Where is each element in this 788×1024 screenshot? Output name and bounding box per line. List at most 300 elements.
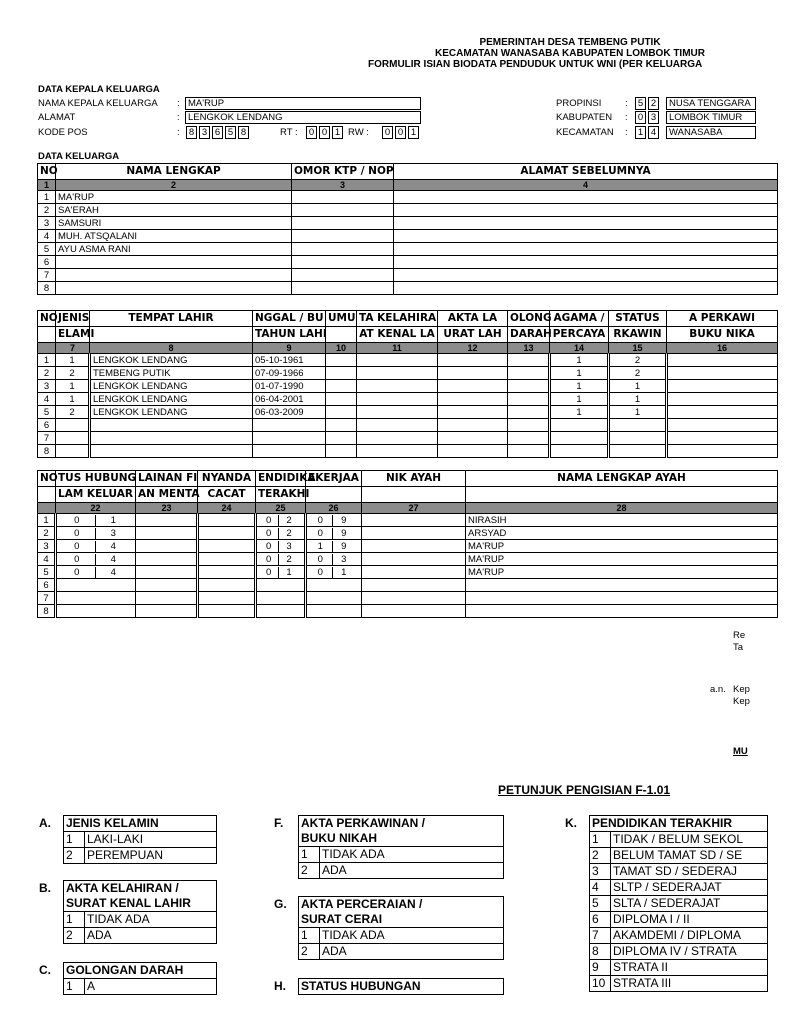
col-header-no: NO (38, 164, 56, 180)
col-header-pekerjaan: EKERJAA (306, 471, 362, 487)
akta-perkawinan-cell[interactable] (667, 406, 778, 419)
tanggal-lahir-cell[interactable] (253, 419, 326, 432)
nama-kepala-field[interactable]: MA'RUP (185, 97, 421, 110)
tempat-lahir-cell[interactable]: LENGKOK LENDANG (90, 354, 253, 367)
pendidikan-cell[interactable] (256, 566, 306, 579)
nama-ayah-cell[interactable] (466, 592, 778, 605)
nik-ayah-cell[interactable] (362, 566, 466, 579)
golongan-darah-cell[interactable] (508, 354, 550, 367)
colon: : (625, 112, 628, 123)
kodepos-digit[interactable]: 6 (212, 126, 223, 139)
penyandang-cacat-cell[interactable] (198, 592, 256, 605)
col-number: 24 (198, 503, 256, 514)
nama-ayah-cell[interactable] (466, 605, 778, 618)
nik-ayah-cell[interactable] (362, 553, 466, 566)
penyandang-cacat-cell[interactable] (198, 540, 256, 553)
signature-kepala-label: Kep (733, 684, 750, 695)
rt-digit[interactable]: 0 (319, 126, 330, 139)
alamat-cell[interactable] (394, 269, 778, 282)
biodata-table-2 (37, 310, 778, 458)
ktp-cell[interactable] (292, 243, 394, 256)
status-hubungan-cell[interactable] (56, 553, 136, 566)
akta-kelahiran-cell[interactable] (357, 432, 438, 445)
row-no: 6 (38, 579, 56, 592)
pekerjaan-cell[interactable] (306, 514, 362, 527)
col-header-tempat-lahir (90, 327, 253, 343)
propinsi-code-digit[interactable]: 2 (648, 97, 659, 110)
pendidikan-cell[interactable] (256, 592, 306, 605)
rw-digit[interactable]: 1 (408, 126, 419, 139)
agama-cell[interactable]: 1 (550, 406, 609, 419)
table-number-row (38, 180, 778, 191)
nik-ayah-cell[interactable] (362, 605, 466, 618)
kecamatan-label: KECAMATAN (556, 127, 614, 138)
legend-item: STRATA II (611, 960, 768, 976)
col-number: 15 (609, 343, 667, 354)
agama-cell[interactable]: 1 (550, 367, 609, 380)
row-no: 8 (38, 282, 56, 295)
tempat-lahir-cell[interactable]: TEMBENG PUTIK (90, 367, 253, 380)
nama-cell[interactable]: AYU ASMA RANI (56, 243, 292, 256)
status-kawin-cell[interactable]: 1 (609, 393, 667, 406)
pekerjaan-cell[interactable] (306, 579, 362, 592)
penyandang-cacat-cell[interactable] (198, 527, 256, 540)
kodepos-digit[interactable]: 3 (199, 126, 210, 139)
nik-ayah-cell[interactable] (362, 592, 466, 605)
umur-cell[interactable] (326, 406, 357, 419)
golongan-darah-cell[interactable] (508, 445, 550, 458)
signature-name: MU (733, 746, 748, 757)
status-hubungan-cell[interactable] (56, 527, 136, 540)
akta-perkawinan-cell[interactable] (667, 393, 778, 406)
nama-ayah-cell[interactable]: MA'RUP (466, 566, 778, 579)
col-header-status-hubungan: TUS HUBUNG (56, 471, 136, 487)
penyandang-cacat-cell[interactable] (198, 605, 256, 618)
status-kawin-cell[interactable] (609, 432, 667, 445)
legend-letter: C. (39, 963, 51, 977)
agama-cell[interactable] (550, 445, 609, 458)
akta-kelahiran-cell[interactable] (357, 419, 438, 432)
agama-cell[interactable]: 1 (550, 380, 609, 393)
pekerjaan-digit: 9 (341, 527, 347, 539)
legend-letter: A. (39, 816, 51, 830)
status-hubungan-cell[interactable] (56, 566, 136, 579)
golongan-darah-cell[interactable] (508, 393, 550, 406)
table-row (38, 566, 778, 579)
status-hubungan-digit: 4 (110, 553, 116, 565)
status-hubungan-cell[interactable] (56, 605, 136, 618)
status-kawin-cell[interactable] (609, 445, 667, 458)
pendidikan-cell[interactable] (256, 579, 306, 592)
tempat-lahir-cell[interactable]: LENGKOK LENDANG (90, 380, 253, 393)
status-hubungan-digit: 0 (59, 567, 96, 578)
ktp-cell[interactable] (292, 204, 394, 217)
table-row (38, 217, 778, 230)
tanggal-lahir-cell[interactable]: 07-09-1966 (253, 367, 326, 380)
table-row (38, 592, 778, 605)
akta-perkawinan-cell[interactable] (667, 445, 778, 458)
colon: : (625, 127, 628, 138)
nik-ayah-cell[interactable] (362, 514, 466, 527)
alamat-field[interactable]: LENGKOK LENDANG (185, 111, 421, 124)
signature-date-label: Ta (733, 642, 744, 653)
pendidikan-digit: 2 (286, 514, 292, 526)
table-row (38, 419, 778, 432)
pendidikan-cell[interactable] (256, 527, 306, 540)
pendidikan-cell[interactable] (256, 605, 306, 618)
legend-code: 3 (590, 864, 611, 880)
biodata-table-3 (37, 470, 778, 618)
pekerjaan-cell[interactable] (306, 553, 362, 566)
pendidikan-digit: 0 (259, 515, 279, 526)
legend-title-2: SURAT CERAI (299, 912, 504, 928)
akta-lahir-cell[interactable] (438, 354, 508, 367)
legend-pendidikan (563, 815, 768, 992)
jenis-kelamin-cell[interactable] (56, 432, 90, 445)
status-kawin-cell[interactable]: 1 (609, 406, 667, 419)
umur-cell[interactable] (326, 393, 357, 406)
legend-code: 5 (590, 896, 611, 912)
row-no: 2 (38, 367, 56, 380)
status-kawin-cell[interactable]: 1 (609, 380, 667, 393)
rw-digit[interactable]: 0 (395, 126, 406, 139)
pekerjaan-cell[interactable] (306, 592, 362, 605)
row-no: 6 (38, 256, 56, 269)
kecamatan-code-digit[interactable]: 4 (648, 126, 659, 139)
umur-cell[interactable] (326, 354, 357, 367)
kabupaten-field[interactable]: LOMBOK TIMUR (666, 111, 756, 124)
legend-code: 2 (299, 944, 320, 960)
nama-cell[interactable] (56, 256, 292, 269)
golongan-darah-cell[interactable] (508, 367, 550, 380)
status-hubungan-cell[interactable] (56, 592, 136, 605)
legend-title-2: BUKU NIKAH (299, 831, 504, 847)
legend-code: 6 (590, 912, 611, 928)
row-no: 5 (38, 406, 56, 419)
row-no: 7 (38, 269, 56, 282)
legend-item: BELUM TAMAT SD / SE (611, 848, 768, 864)
tanggal-lahir-cell[interactable] (253, 445, 326, 458)
legend-title: AKTA KELAHIRAN / (64, 881, 217, 897)
row-no: 3 (38, 540, 56, 553)
status-kawin-cell[interactable] (609, 419, 667, 432)
row-no: 3 (38, 380, 56, 393)
colon: : (177, 127, 180, 138)
tanggal-lahir-cell[interactable]: 05-10-1961 (253, 354, 326, 367)
umur-cell[interactable] (326, 380, 357, 393)
nik-ayah-cell[interactable] (362, 540, 466, 553)
col-number: 10 (326, 343, 357, 354)
pendidikan-cell[interactable] (256, 553, 306, 566)
akta-kelahiran-cell[interactable] (357, 393, 438, 406)
legend-code: 10 (590, 976, 611, 992)
kodepos-digit[interactable]: 8 (238, 126, 249, 139)
pendidikan-digit: 2 (286, 527, 292, 539)
jenis-kelamin-cell[interactable]: 2 (56, 367, 90, 380)
rt-digit[interactable]: 1 (332, 126, 343, 139)
col-number: 3 (292, 180, 394, 191)
col-header-nik-ayah (362, 487, 466, 503)
pekerjaan-cell[interactable] (306, 566, 362, 579)
col-number: 4 (394, 180, 778, 191)
legend-akta-kelahiran (37, 880, 217, 944)
akta-kelahiran-cell[interactable] (357, 380, 438, 393)
kelainan-cell[interactable] (136, 514, 198, 527)
agama-cell[interactable] (550, 432, 609, 445)
alamat-cell[interactable] (394, 217, 778, 230)
legend-item: ADA (85, 928, 217, 944)
kelainan-cell[interactable] (136, 579, 198, 592)
akta-kelahiran-cell[interactable] (357, 445, 438, 458)
akta-lahir-cell[interactable] (438, 419, 508, 432)
pekerjaan-cell[interactable] (306, 605, 362, 618)
legend-code: 8 (590, 944, 611, 960)
kodepos-label: KODE POS (38, 127, 88, 138)
alamat-cell[interactable] (394, 204, 778, 217)
alamat-cell[interactable] (394, 230, 778, 243)
akta-perkawinan-cell[interactable] (667, 367, 778, 380)
tempat-lahir-cell[interactable]: LENGKOK LENDANG (90, 406, 253, 419)
legend-title: AKTA PERCERAIAN / (299, 897, 504, 913)
ktp-cell[interactable] (292, 217, 394, 230)
legend-item: ADA (320, 944, 504, 960)
penyandang-cacat-cell[interactable] (198, 566, 256, 579)
nama-ayah-cell[interactable] (466, 579, 778, 592)
col-header-umur: UMU (326, 311, 357, 327)
kabupaten-code-digit[interactable]: 3 (648, 111, 659, 124)
row-no: 8 (38, 445, 56, 458)
akta-lahir-cell[interactable] (438, 380, 508, 393)
legend-item: STRATA III (611, 976, 768, 992)
keluarga-table (37, 163, 778, 295)
kodepos-digit[interactable]: 8 (186, 126, 197, 139)
legend-title-2: SURAT KENAL LAHIR (64, 896, 217, 912)
row-no: 2 (38, 527, 56, 540)
legend-letter: G. (274, 896, 287, 911)
tanggal-lahir-cell[interactable]: 06-04-2001 (253, 393, 326, 406)
col-number: 11 (357, 343, 438, 354)
jenis-kelamin-cell[interactable]: 1 (56, 380, 90, 393)
table-row (38, 579, 778, 592)
propinsi-field[interactable]: NUSA TENGGARA (666, 97, 756, 110)
golongan-darah-cell[interactable] (508, 432, 550, 445)
col-header-penyandang-cacat: CACAT (198, 487, 256, 503)
penyandang-cacat-cell[interactable] (198, 579, 256, 592)
akta-perkawinan-cell[interactable] (667, 419, 778, 432)
akta-lahir-cell[interactable] (438, 445, 508, 458)
pendidikan-cell[interactable] (256, 514, 306, 527)
alamat-cell[interactable] (394, 243, 778, 256)
akta-lahir-cell[interactable] (438, 393, 508, 406)
akta-kelahiran-cell[interactable] (357, 367, 438, 380)
nama-ayah-cell[interactable]: MA'RUP (466, 540, 778, 553)
kelainan-cell[interactable] (136, 540, 198, 553)
akta-perkawinan-cell[interactable] (667, 432, 778, 445)
col-header-no: NO (38, 471, 56, 487)
pekerjaan-cell[interactable] (306, 540, 362, 553)
jenis-kelamin-cell[interactable] (56, 419, 90, 432)
col-header-penyandang-cacat: NYANDA (198, 471, 256, 487)
propinsi-code-digit[interactable]: 5 (635, 97, 646, 110)
legend-code: 1 (64, 912, 85, 928)
tempat-lahir-cell[interactable] (90, 445, 253, 458)
legend-code: 1 (64, 979, 85, 995)
status-hubungan-digit: 0 (59, 541, 96, 552)
nik-ayah-cell[interactable] (362, 527, 466, 540)
kelainan-cell[interactable] (136, 566, 198, 579)
col-header-akta-perkawinan: A PERKAWI (667, 311, 778, 327)
pekerjaan-digit: 3 (341, 553, 347, 565)
row-no: 1 (38, 354, 56, 367)
pendidikan-cell[interactable] (256, 540, 306, 553)
nama-cell[interactable]: SAMSURI (56, 217, 292, 230)
akta-lahir-cell[interactable] (438, 406, 508, 419)
akta-perkawinan-cell[interactable] (667, 380, 778, 393)
penyandang-cacat-cell[interactable] (198, 553, 256, 566)
col-header-status-hubungan: LAM KELUAR (56, 487, 136, 503)
legend-golongan-darah (37, 962, 217, 995)
col-number: 22 (56, 503, 136, 514)
status-hubungan-cell[interactable] (56, 540, 136, 553)
kelainan-cell[interactable] (136, 527, 198, 540)
table-row (38, 553, 778, 566)
golongan-darah-cell[interactable] (508, 419, 550, 432)
nama-cell[interactable]: SA'ERAH (56, 204, 292, 217)
golongan-darah-cell[interactable] (508, 406, 550, 419)
umur-cell[interactable] (326, 419, 357, 432)
jenis-kelamin-cell[interactable]: 2 (56, 406, 90, 419)
col-number: 13 (508, 343, 550, 354)
tanggal-lahir-cell[interactable] (253, 432, 326, 445)
col-header-no: NO (38, 311, 56, 327)
legend-item: A (85, 979, 217, 995)
jenis-kelamin-cell[interactable]: 1 (56, 393, 90, 406)
penyandang-cacat-cell[interactable] (198, 514, 256, 527)
nama-cell[interactable] (56, 269, 292, 282)
pekerjaan-digit: 1 (309, 541, 333, 552)
agama-cell[interactable] (550, 419, 609, 432)
col-header-agama: AGAMA / (550, 311, 609, 327)
alamat-cell[interactable] (394, 256, 778, 269)
golongan-darah-cell[interactable] (508, 380, 550, 393)
kodepos-digit[interactable]: 5 (225, 126, 236, 139)
status-kawin-cell[interactable]: 2 (609, 367, 667, 380)
ktp-cell[interactable] (292, 256, 394, 269)
kelainan-cell[interactable] (136, 553, 198, 566)
umur-cell[interactable] (326, 445, 357, 458)
col-header-no (38, 487, 56, 503)
col-header-nik-ayah: NIK AYAH (362, 471, 466, 487)
ktp-cell[interactable] (292, 191, 394, 204)
pekerjaan-cell[interactable] (306, 527, 362, 540)
jenis-kelamin-cell[interactable] (56, 445, 90, 458)
akta-kelahiran-cell[interactable] (357, 406, 438, 419)
umur-cell[interactable] (326, 432, 357, 445)
jenis-kelamin-cell[interactable]: 1 (56, 354, 90, 367)
nama-ayah-cell[interactable]: NIRASIH (466, 514, 778, 527)
ktp-cell[interactable] (292, 269, 394, 282)
umur-cell[interactable] (326, 367, 357, 380)
kecamatan-field[interactable]: WANASABA (666, 126, 756, 139)
akta-perkawinan-cell[interactable] (667, 354, 778, 367)
header-line-2: KECAMATAN WANASABA KABUPATEN LOMBOK TIMUR (435, 48, 705, 59)
col-header-akta-lahir: AKTA LA (438, 311, 508, 327)
kelainan-cell[interactable] (136, 605, 198, 618)
table-row (38, 432, 778, 445)
row-no: 2 (38, 204, 56, 217)
table-row (38, 527, 778, 540)
tempat-lahir-cell[interactable] (90, 419, 253, 432)
col-header-akta-perkawinan: BUKU NIKA (667, 327, 778, 343)
kelainan-cell[interactable] (136, 592, 198, 605)
akta-lahir-cell[interactable] (438, 367, 508, 380)
ktp-cell[interactable] (292, 230, 394, 243)
legend-item: ADA (320, 863, 504, 879)
row-no: 6 (38, 419, 56, 432)
status-kawin-cell[interactable]: 2 (609, 354, 667, 367)
pendidikan-digit: 0 (259, 554, 279, 565)
akta-kelahiran-cell[interactable] (357, 354, 438, 367)
status-hubungan-digit: 4 (110, 566, 116, 578)
tanggal-lahir-cell[interactable]: 06-03-2009 (253, 406, 326, 419)
table-row (38, 445, 778, 458)
alamat-cell[interactable] (394, 282, 778, 295)
nama-cell[interactable] (56, 282, 292, 295)
nama-ayah-cell[interactable]: ARSYAD (466, 527, 778, 540)
table-row (38, 243, 778, 256)
col-number: 2 (56, 180, 292, 191)
row-no: 7 (38, 592, 56, 605)
kabupaten-code-digit[interactable]: 0 (635, 111, 646, 124)
col-header-status-kawin: STATUS (609, 311, 667, 327)
tempat-lahir-cell[interactable] (90, 432, 253, 445)
pekerjaan-digit: 0 (309, 554, 333, 565)
col-number: 28 (466, 503, 778, 514)
alamat-cell[interactable] (394, 191, 778, 204)
agama-cell[interactable]: 1 (550, 354, 609, 367)
nama-cell[interactable]: MUH. ATSQALANI (56, 230, 292, 243)
col-header-jenis-kelamin: JENIS (56, 311, 90, 327)
col-header-pendidikan: TERAKHI (256, 487, 306, 503)
legend-code: 1 (590, 832, 611, 848)
nama-cell[interactable]: MA'RUP (56, 191, 292, 204)
nik-ayah-cell[interactable] (362, 579, 466, 592)
legend-title: JENIS KELAMIN (64, 816, 217, 832)
rw-digit[interactable]: 0 (382, 126, 393, 139)
legend-item: TIDAK ADA (85, 912, 217, 928)
pekerjaan-digit: 9 (341, 540, 347, 552)
legend-item: TIDAK / BELUM SEKOL (611, 832, 768, 848)
ktp-cell[interactable] (292, 282, 394, 295)
legend-item: AKAMDEMI / DIPLOMA (611, 928, 768, 944)
row-no: 1 (38, 514, 56, 527)
legend-code: 1 (299, 847, 320, 863)
col-number: 14 (550, 343, 609, 354)
kecamatan-code-digit[interactable]: 1 (635, 126, 646, 139)
table-row (38, 354, 778, 367)
nama-ayah-cell[interactable]: MA'RUP (466, 553, 778, 566)
rt-digit[interactable]: 0 (306, 126, 317, 139)
colon: : (177, 112, 180, 123)
legend-title: GOLONGAN DARAH (64, 963, 217, 979)
tempat-lahir-cell[interactable]: LENGKOK LENDANG (90, 393, 253, 406)
agama-cell[interactable]: 1 (550, 393, 609, 406)
status-hubungan-cell[interactable] (56, 579, 136, 592)
table-row (38, 406, 778, 419)
akta-lahir-cell[interactable] (438, 432, 508, 445)
tanggal-lahir-cell[interactable]: 01-07-1990 (253, 380, 326, 393)
status-hubungan-cell[interactable] (56, 514, 136, 527)
